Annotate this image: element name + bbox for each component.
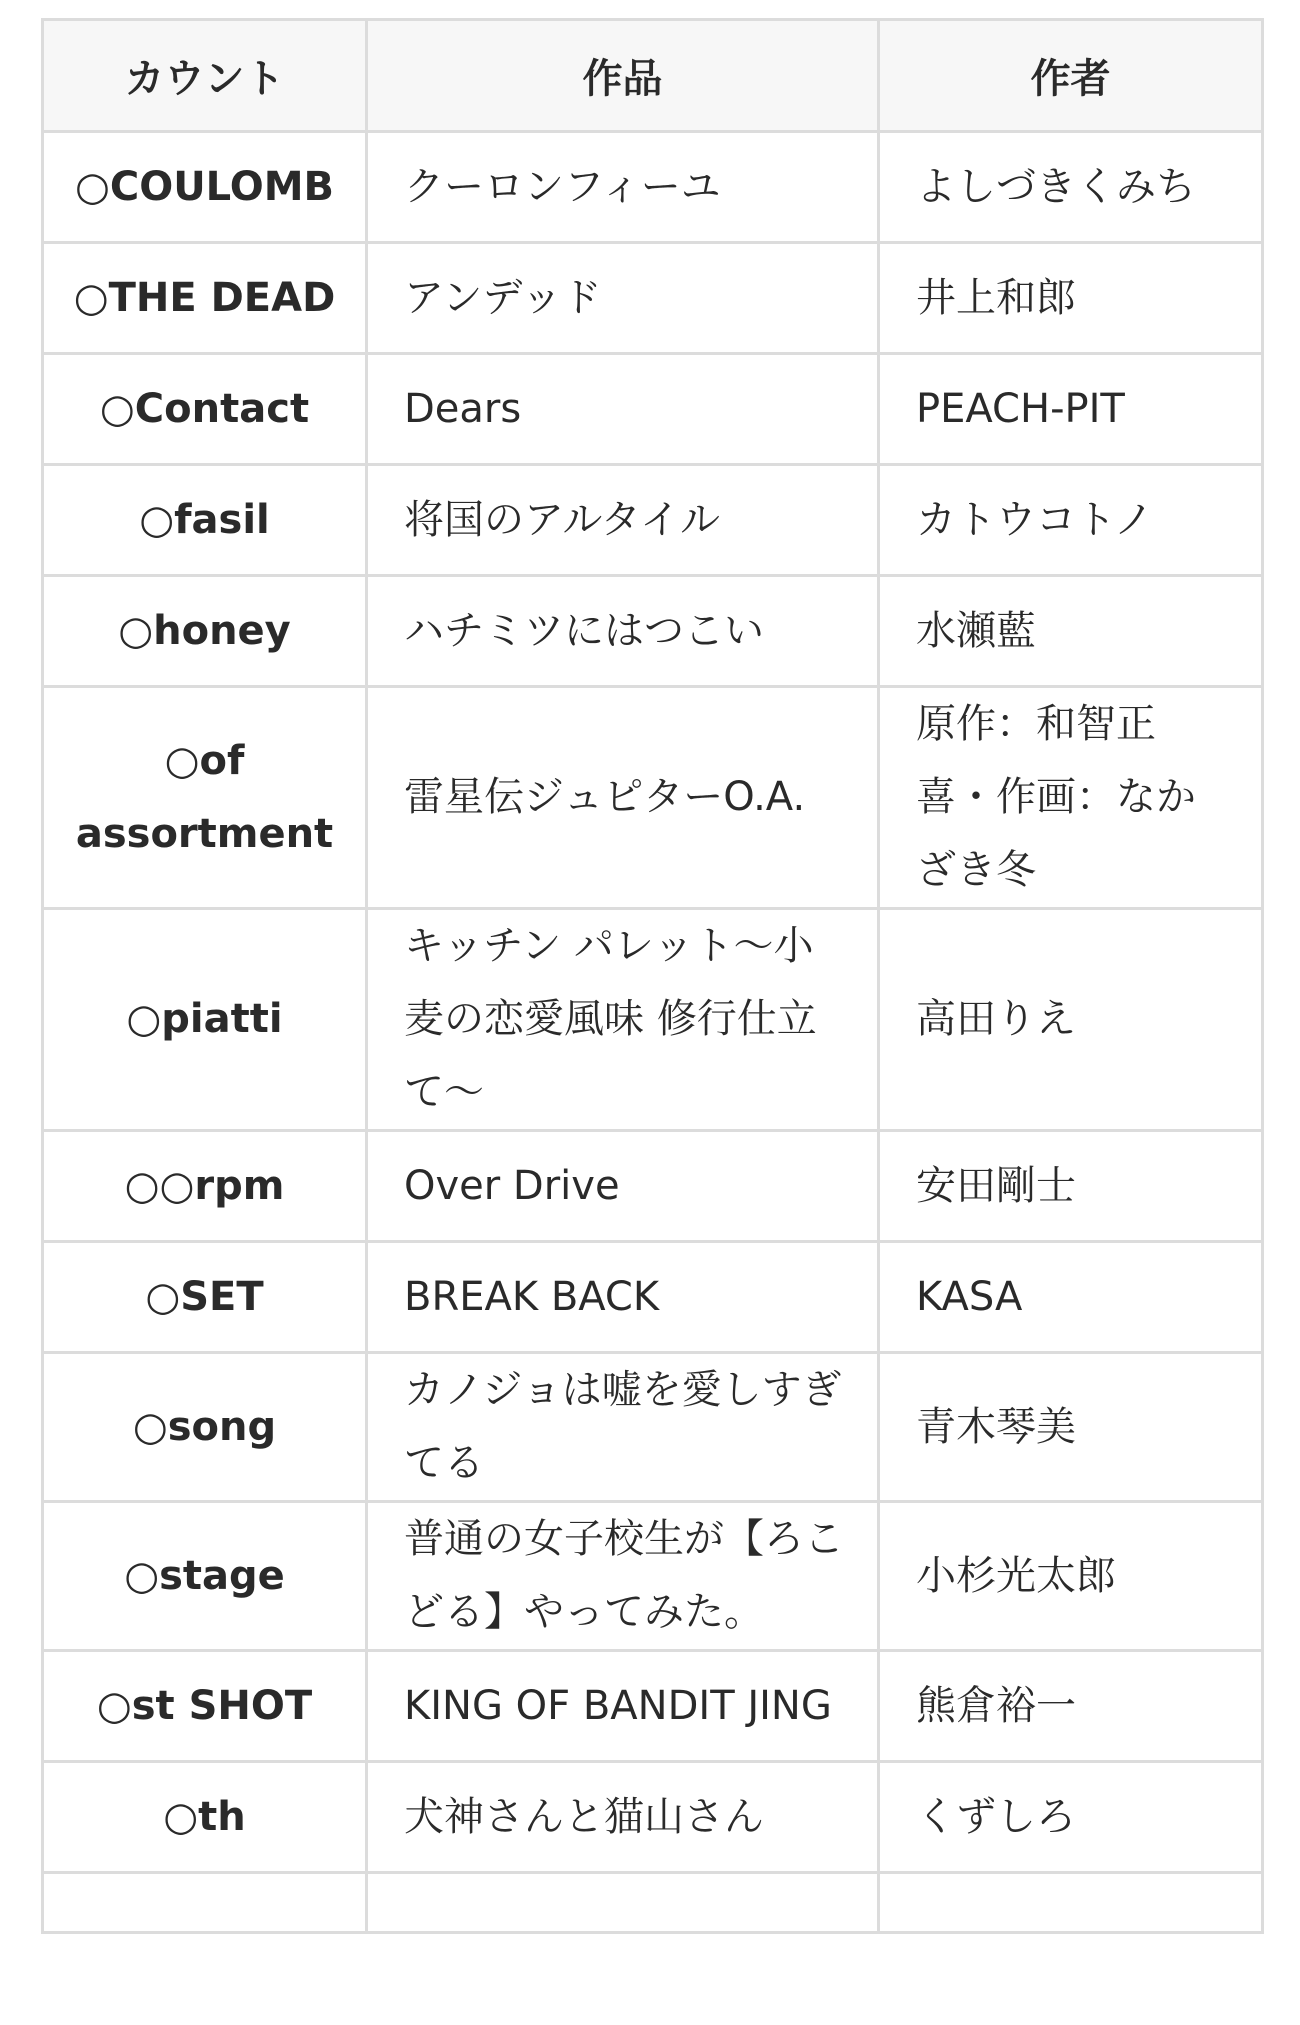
table-row xyxy=(43,1353,1263,1502)
count-cell: ○stage xyxy=(43,1502,367,1651)
count-cell xyxy=(43,1873,367,1933)
table-row xyxy=(43,909,1263,1131)
count-cell: ○THE DEAD xyxy=(43,243,367,354)
author-cell: PEACH-PIT xyxy=(879,354,1263,465)
table-row xyxy=(43,1242,1263,1353)
table-row xyxy=(43,132,1263,243)
author-cell: 原作：和智正喜・作画：なかざき冬 xyxy=(879,687,1263,909)
work-cell: Over Drive xyxy=(367,1131,879,1242)
author-cell: 青木琴美 xyxy=(879,1353,1263,1502)
work-cell: カノジョは嘘を愛しすぎてる xyxy=(367,1353,879,1502)
count-cell: ○Contact xyxy=(43,354,367,465)
author-cell: 水瀬藍 xyxy=(879,576,1263,687)
header-count: カウント xyxy=(43,20,367,132)
work-cell: アンデッド xyxy=(367,243,879,354)
author-cell: 高田りえ xyxy=(879,909,1263,1131)
work-cell: キッチン パレット〜小麦の恋愛風味 修行仕立て〜 xyxy=(367,909,879,1131)
count-cell: ○st SHOT xyxy=(43,1651,367,1762)
table-row xyxy=(43,1131,1263,1242)
work-cell: ハチミツにはつこい xyxy=(367,576,879,687)
work-cell: 普通の女子校生が【ろこどる】やってみた。 xyxy=(367,1502,879,1651)
count-cell: ○song xyxy=(43,1353,367,1502)
table-row xyxy=(43,465,1263,576)
work-cell: 雷星伝ジュピターO.A. xyxy=(367,687,879,909)
author-cell: くずしろ xyxy=(879,1762,1263,1873)
author-cell: 井上和郎 xyxy=(879,243,1263,354)
work-cell: Dears xyxy=(367,354,879,465)
author-cell: 小杉光太郎 xyxy=(879,1502,1263,1651)
author-cell: 安田剛士 xyxy=(879,1131,1263,1242)
header-work: 作品 xyxy=(367,20,879,132)
table-row xyxy=(43,354,1263,465)
table-body xyxy=(43,132,1263,1933)
table-row xyxy=(43,1502,1263,1651)
table-row xyxy=(43,1651,1263,1762)
author-cell: よしづきくみち xyxy=(879,132,1263,243)
table-row xyxy=(43,243,1263,354)
manga-table xyxy=(41,18,1264,1934)
table-header xyxy=(43,20,1263,132)
table-row xyxy=(43,687,1263,909)
work-cell xyxy=(367,1873,879,1933)
count-cell: ○fasil xyxy=(43,465,367,576)
work-cell: KING OF BANDIT JING xyxy=(367,1651,879,1762)
table-row-partial xyxy=(43,1873,1263,1933)
work-cell: 犬神さんと猫山さん xyxy=(367,1762,879,1873)
work-cell: 将国のアルタイル xyxy=(367,465,879,576)
count-cell: ○COULOMB xyxy=(43,132,367,243)
table-row xyxy=(43,576,1263,687)
count-cell: ○piatti xyxy=(43,909,367,1131)
count-cell: ○SET xyxy=(43,1242,367,1353)
author-cell: カトウコトノ xyxy=(879,465,1263,576)
author-cell: KASA xyxy=(879,1242,1263,1353)
author-cell xyxy=(879,1873,1263,1933)
count-cell: ○of assortment xyxy=(43,687,367,909)
author-cell: 熊倉裕一 xyxy=(879,1651,1263,1762)
manga-table-container xyxy=(41,18,1261,1934)
work-cell: クーロンフィーユ xyxy=(367,132,879,243)
table-row xyxy=(43,1762,1263,1873)
header-row xyxy=(43,20,1263,132)
work-cell: BREAK BACK xyxy=(367,1242,879,1353)
count-cell: ○○rpm xyxy=(43,1131,367,1242)
count-cell: ○honey xyxy=(43,576,367,687)
count-cell: ○th xyxy=(43,1762,367,1873)
header-author: 作者 xyxy=(879,20,1263,132)
